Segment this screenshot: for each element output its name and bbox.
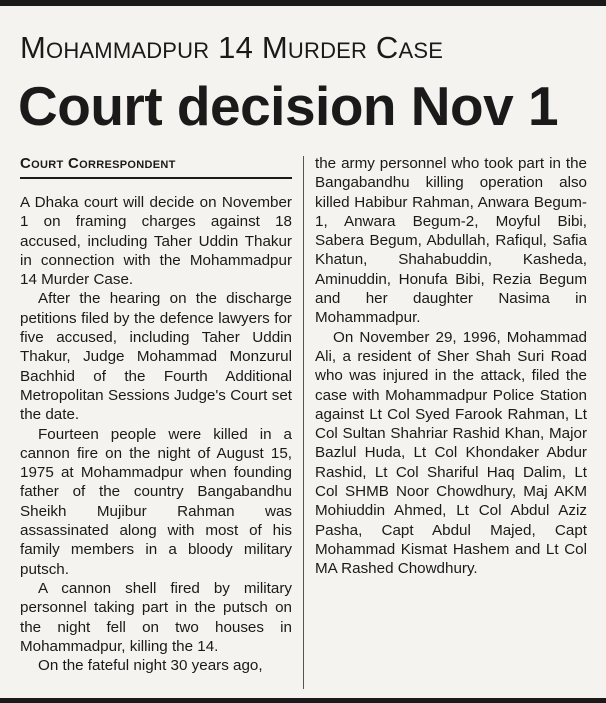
paragraph: After the hearing on the discharge petitions filed by the defence lawyers for five accused, including Taher Uddin Thakur, Judge Mohammad Monzurul Bachhid of the Fourth Additional Metropolitan Sessions Judge's Court set the date.	[20, 290, 292, 424]
column-divider	[303, 156, 304, 689]
article-column-left	[20, 193, 292, 675]
paragraph: On November 29, 1996, Mohammad Ali, a resident of Sher Shah Suri Road who was injured in the attack, filed the case with Mohammadpur Police Station against Lt Col Syed Farook Rahman, Lt Col Sultan Shahriar Rashid Khan, Major Bazlul Huda, Lt Col Khondaker Abdur Rashid, Lt Col Shariful Haq Dalim, Lt Col SHMB Noor Chowdhury, Maj AKM Mohiuddin Ahmed, Lt Col Abdul Aziz Pasha, Capt Abdul Majed, Capt Mohammad Kismat Hashem and Lt Col MA Rashed Chowdhury.	[315, 328, 587, 578]
paragraph: A cannon shell fired by military personnel taking part in the putsch on the night fell on two houses in Mohammadpur, killing the 14.	[20, 579, 292, 655]
paragraph: the army personnel who took part in the Bangabandhu killing operation also killed Habibur Rahman, Anwara Begum-1, Anwara Begum-2, Moyful Bibi, Sabera Begum, Abdullah, Rafiqul, Safia Khatun, Shahabuddin, Kasheda, Aminuddin, Honufa Bibi, Rezia Begum and her daughter Nasima in Mohammadpur.	[315, 155, 587, 327]
bottom-rule	[0, 698, 606, 703]
byline: Court Correspondent	[20, 155, 176, 172]
paragraph: A Dhaka court will decide on November 1 on framing charges against 18 accused, including Taher Uddin Thakur in connection with the Mohammadpur 14 Murder Case.	[20, 194, 292, 289]
headline: Court decision Nov 1	[18, 75, 559, 137]
kicker: Mohammadpur 14 Murder Case	[20, 30, 444, 65]
article-column-right	[315, 154, 587, 579]
byline-rule	[20, 177, 292, 179]
paragraph: On the fateful night 30 years ago,	[38, 657, 263, 675]
paragraph: Fourteen people were killed in a cannon fire on the night of August 15, 1975 at Mohammadpur when founding father of the country Bangabandhu Sheikh Mujibur Rahman was assassinated along with most of his family members in a bloody military putsch.	[20, 425, 292, 578]
